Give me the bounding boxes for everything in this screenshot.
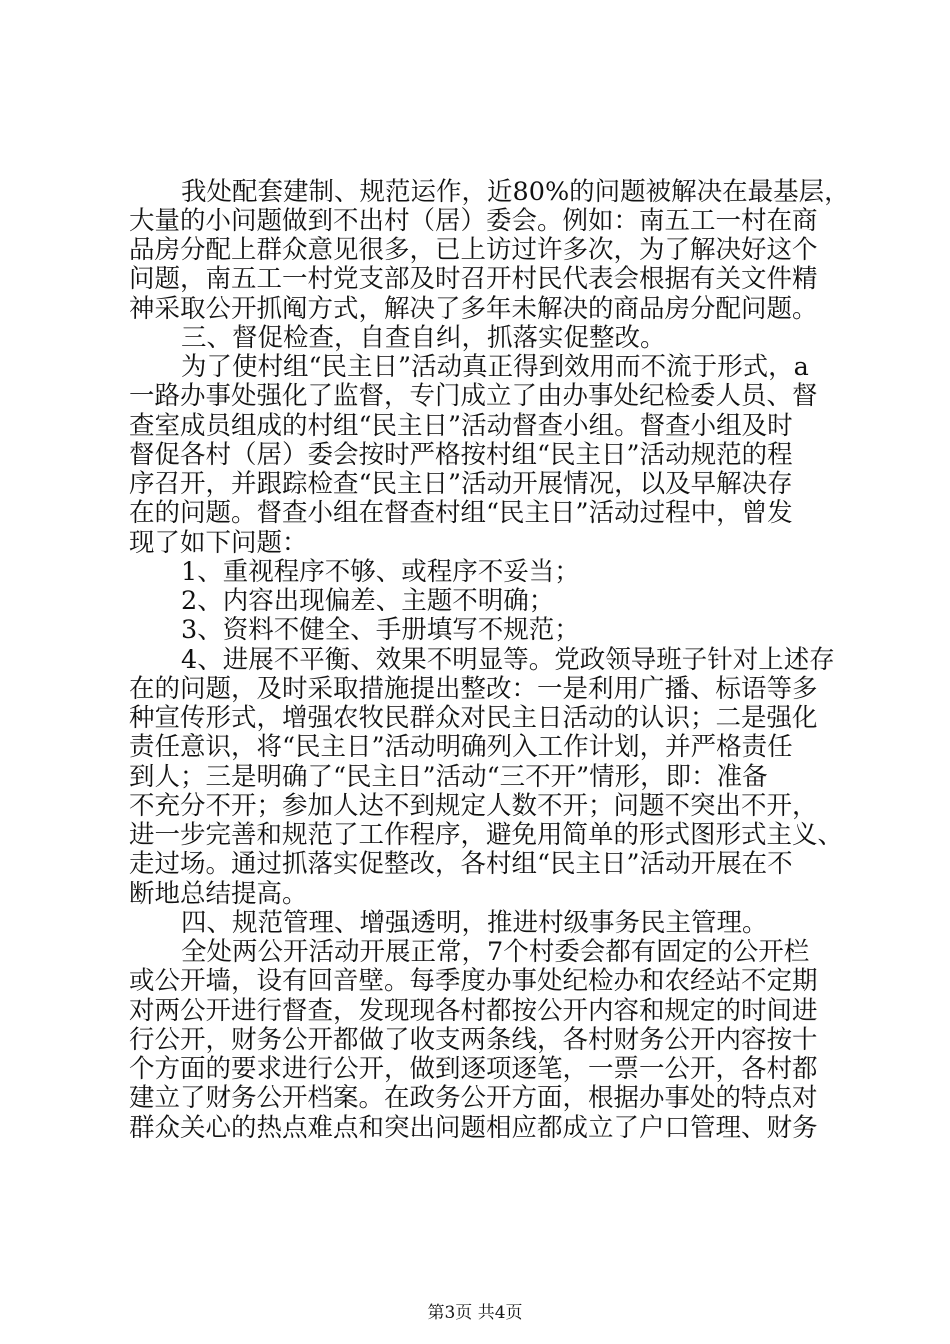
text-line: 个方面的要求进行公开，做到逐项逐笔，一票一公开，各村都 [129, 1054, 818, 1084]
text-line: 全处两公开活动开展正常，7个村委会都有固定的公开栏 [181, 937, 810, 967]
page-number-footer: 第3页 共4页 [427, 1303, 523, 1323]
text-line: 责任意识，将“民主日”活动明确列入工作计划，并严格责任 [129, 732, 793, 762]
text-line: 神采取公开抓阄方式，解决了多年未解决的商品房分配问题。 [129, 294, 818, 324]
text-line: 查室成员组成的村组“民主日”活动督查小组。督查小组及时 [129, 411, 793, 441]
text-line: 大量的小问题做到不出村（居）委会。例如：南五工一村在商 [129, 206, 818, 236]
section-heading: 三、督促检查，自查自纠，抓落实促整改。 [181, 323, 666, 353]
text-line: 到人；三是明确了“民主日”活动“三不开”情形，即：准备 [129, 762, 768, 792]
text-line: 建立了财务公开档案。在政务公开方面，根据办事处的特点对 [129, 1083, 818, 1113]
list-item: 3、资料不健全、手册填写不规范； [181, 615, 580, 645]
text-line: 督促各村（居）委会按时严格按村组“民主日”活动规范的程 [129, 440, 793, 470]
list-item: 1、重视程序不够、或程序不妥当； [181, 557, 580, 587]
text-line: 在的问题。督查小组在督查村组“民主日”活动过程中，曾发 [129, 498, 793, 528]
text-line: 群众关心的热点难点和突出问题相应都成立了户口管理、财务 [129, 1113, 818, 1143]
text-line: 问题，南五工一村党支部及时召开村民代表会根据有关文件精 [129, 264, 818, 294]
text-line: 种宣传形式，增强农牧民群众对民主日活动的认识；二是强化 [129, 703, 818, 733]
list-item: 4、进展不平衡、效果不明显等。党政领导班子针对上述存 [181, 645, 835, 675]
text-line: 断地总结提高。 [129, 879, 308, 909]
list-item: 2、内容出现偏差、主题不明确； [181, 586, 555, 616]
text-line: 现了如下问题： [129, 528, 308, 558]
text-line: 或公开墙，设有回音壁。每季度办事处纪检办和农经站不定期 [129, 966, 818, 996]
text-line: 行公开，财务公开都做了收支两条线，各村财务公开内容按十 [129, 1025, 818, 1055]
text-line: 为了使村组“民主日”活动真正得到效用而不流于形式，a [181, 352, 809, 382]
text-line: 对两公开进行督查，发现现各村都按公开内容和规定的时间进 [129, 996, 818, 1026]
text-line: 进一步完善和规范了工作程序，避免用简单的形式图形式主义、 [129, 820, 844, 850]
text-line: 品房分配上群众意见很多，已上访过许多次，为了解决好这个 [129, 235, 818, 265]
text-line: 走过场。通过抓落实促整改，各村组“民主日”活动开展在不 [129, 849, 793, 879]
text-line: 序召开，并跟踪检查“民主日”活动开展情况，以及早解决存 [129, 469, 793, 499]
text-line: 我处配套建制、规范运作，近80%的问题被解决在最基层， [181, 177, 850, 207]
text-line: 不充分不开；参加人达不到规定人数不开；问题不突出不开， [129, 791, 818, 821]
text-line: 在的问题，及时采取措施提出整改：一是利用广播、标语等多 [129, 674, 818, 704]
text-line: 一路办事处强化了监督，专门成立了由办事处纪检委人员、督 [129, 381, 818, 411]
section-heading: 四、规范管理、增强透明，推进村级事务民主管理。 [181, 908, 768, 938]
